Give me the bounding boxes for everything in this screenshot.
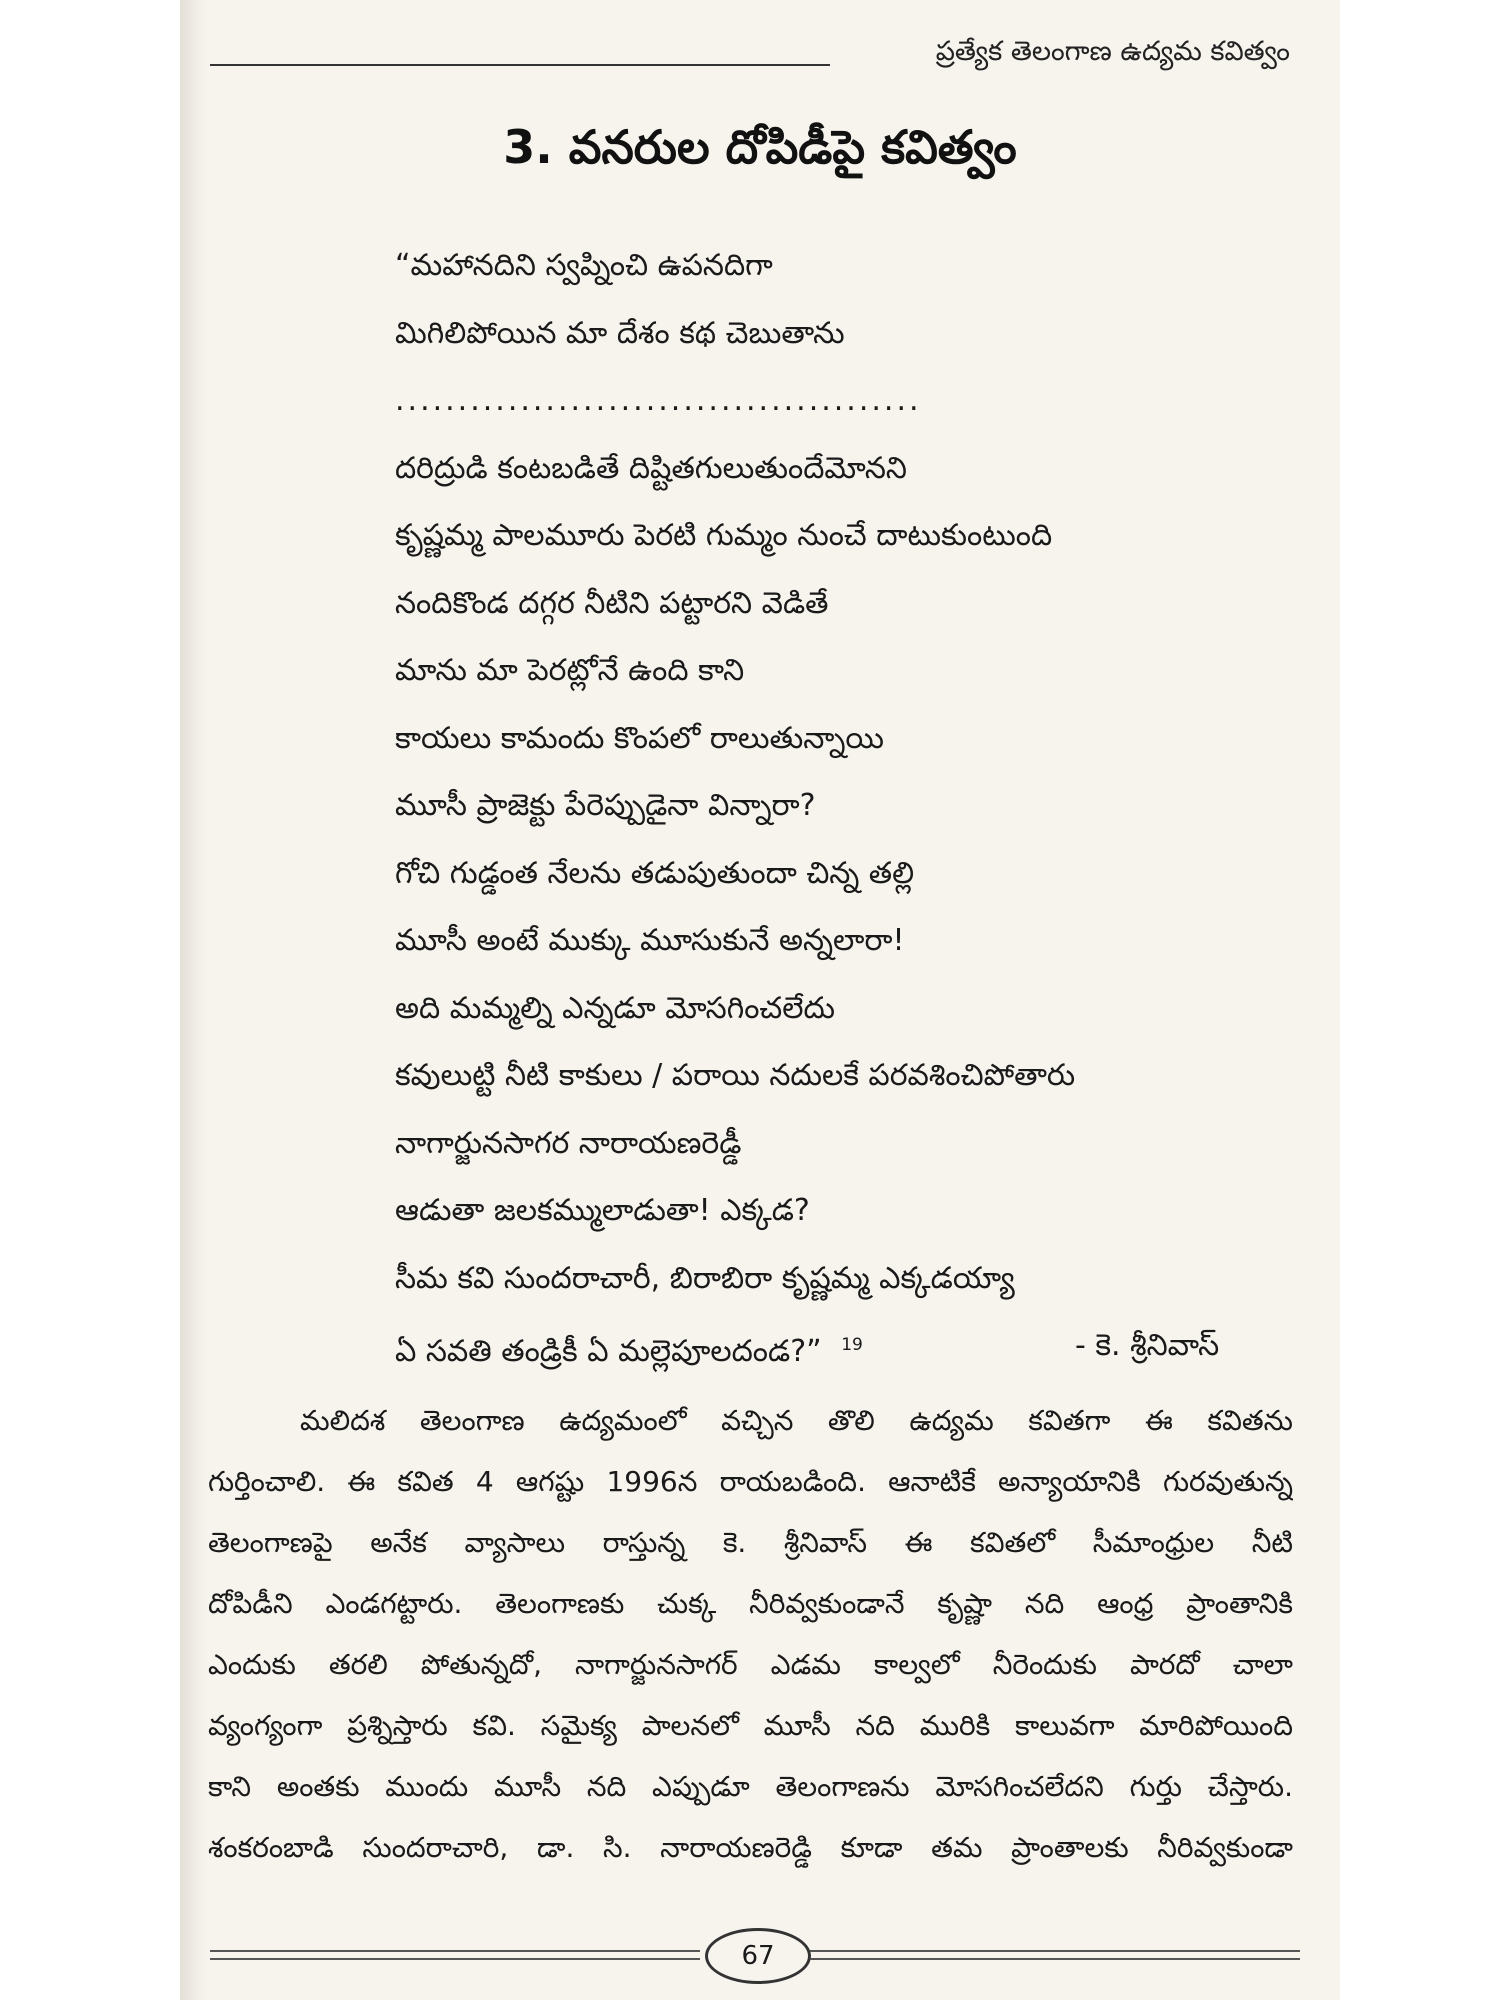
poem-line: మూసీ ప్రాజెక్టు పేరెప్పుడైనా విన్నారా? bbox=[395, 788, 816, 823]
page-gutter-shadow bbox=[180, 0, 206, 2000]
paragraph-line: వ్యంగ్యంగా ప్రశ్నిస్తారు కవి. సమైక్య పాలనలో మూసీ నది మురికి కాలువగా మారిపోయింది bbox=[208, 1709, 1293, 1742]
poem-line: దరిద్రుడి కంటబడితే దిష్టితగులుతుందేమోనని bbox=[395, 450, 907, 486]
paragraph-line: ఎందుకు తరలి పోతున్నదో, నాగార్జునసాగర్ ఎడమ కాల్వలో నీరెందుకు పారదో చాలా bbox=[208, 1648, 1293, 1681]
poem-attribution: - కె. శ్రీనివాస్ bbox=[1075, 1328, 1220, 1363]
poem-line: కవులుట్టి నీటి కాకులు / పరాయి నదులకే పరవశించిపోతారు bbox=[395, 1058, 1076, 1093]
footnote-marker: 19 bbox=[841, 1335, 863, 1355]
paragraph-line: శంకరంబాడి సుందరాచారి, డా. సి. నారాయణరెడ్డి కూడా తమ ప్రాంతాలకు నీరివ్వకుండా bbox=[208, 1831, 1293, 1864]
poem-line: “మహానదిని స్వప్నించి ఉపనదిగా bbox=[395, 248, 773, 283]
poem-last-line-row bbox=[395, 1312, 1295, 1380]
footer-rule-left bbox=[210, 1950, 700, 1960]
paragraph-line: దోపిడీని ఎండగట్టారు. తెలంగాణకు చుక్క నీరివ్వకుండానే కృష్ణా నది ఆంధ్ర ప్రాంతానికి bbox=[208, 1587, 1293, 1620]
paragraph-line: గుర్తించాలి. ఈ కవిత 4 ఆగష్టు 1996న రాయబడింది. ఆనాటికే అన్యాయానికి గురవుతున్న bbox=[208, 1465, 1293, 1498]
poem-line: మిగిలిపోయిన మా దేశం కథ చెబుతాను bbox=[395, 315, 845, 351]
poem-line: అది మమ్మల్ని ఎన్నడూ మోసగించలేదు bbox=[395, 990, 836, 1026]
poem-line: కృష్ణమ్మ పాలమూరు పెరటి గుమ్మం నుంచే దాటుకుంటుంది bbox=[395, 518, 1053, 553]
running-title: ప్రత్యేక తెలంగాణ ఉద్యమ కవిత్వం bbox=[935, 36, 1290, 67]
poem-ellipsis-line: .......................................... bbox=[395, 383, 922, 418]
paragraph-line: మలిదశ తెలంగాణ ఉద్యమంలో వచ్చిన తొలి ఉద్యమ కవితగా ఈ కవితను bbox=[300, 1404, 1293, 1437]
paragraph-line: తెలంగాణపై అనేక వ్యాసాలు రాస్తున్న కె. శ్రీనివాస్ ఈ కవితలో సీమాంధ్రుల నీటి bbox=[208, 1526, 1293, 1559]
poem-line: గోచి గుడ్డంత నేలను తడుపుతుందా చిన్న తల్లి bbox=[395, 855, 915, 891]
poem-line: ఆడుతా జలకమ్ములాడుతా! ఎక్కడ? bbox=[395, 1193, 810, 1228]
poem-line: మాను మా పెరట్లోనే ఉంది కాని bbox=[395, 653, 745, 688]
page-number: 67 bbox=[705, 1928, 811, 1984]
paragraph-line: కాని అంతకు ముందు మూసీ నది ఎప్పుడూ తెలంగాణను మోసగించలేదని గుర్తు చేస్తారు. bbox=[208, 1770, 1293, 1803]
poem-line: నాగార్జునసాగర నారాయణరెడ్డీ bbox=[395, 1125, 742, 1161]
poem-line: కాయలు కామందు కొంపలో రాలుతున్నాయి bbox=[395, 720, 884, 756]
poem-line: మూసీ అంటే ముక్కు మూసుకునే అన్నలారా! bbox=[395, 923, 905, 958]
poem-line: ఏ సవతి తండ్రికీ ఏ మల్లెపూలదండ?” bbox=[395, 1334, 822, 1369]
header-rule bbox=[210, 64, 830, 66]
chapter-title: 3. వనరుల దోపిడీపై కవిత్వం bbox=[503, 120, 1017, 174]
poem-line: నందికొండ దగ్గర నీటిని పట్టారని వెడితే bbox=[395, 585, 829, 621]
footer-rule-right bbox=[810, 1950, 1300, 1960]
poem-line: సీమ కవి సుందరాచారీ, బిరాబిరా కృష్ణమ్మ ఎక్కడయ్యా bbox=[395, 1260, 1015, 1296]
running-header bbox=[210, 30, 1290, 80]
poem-block bbox=[395, 232, 1295, 1380]
page-footer bbox=[210, 1928, 1300, 1988]
commentary-paragraph bbox=[208, 1390, 1293, 1878]
